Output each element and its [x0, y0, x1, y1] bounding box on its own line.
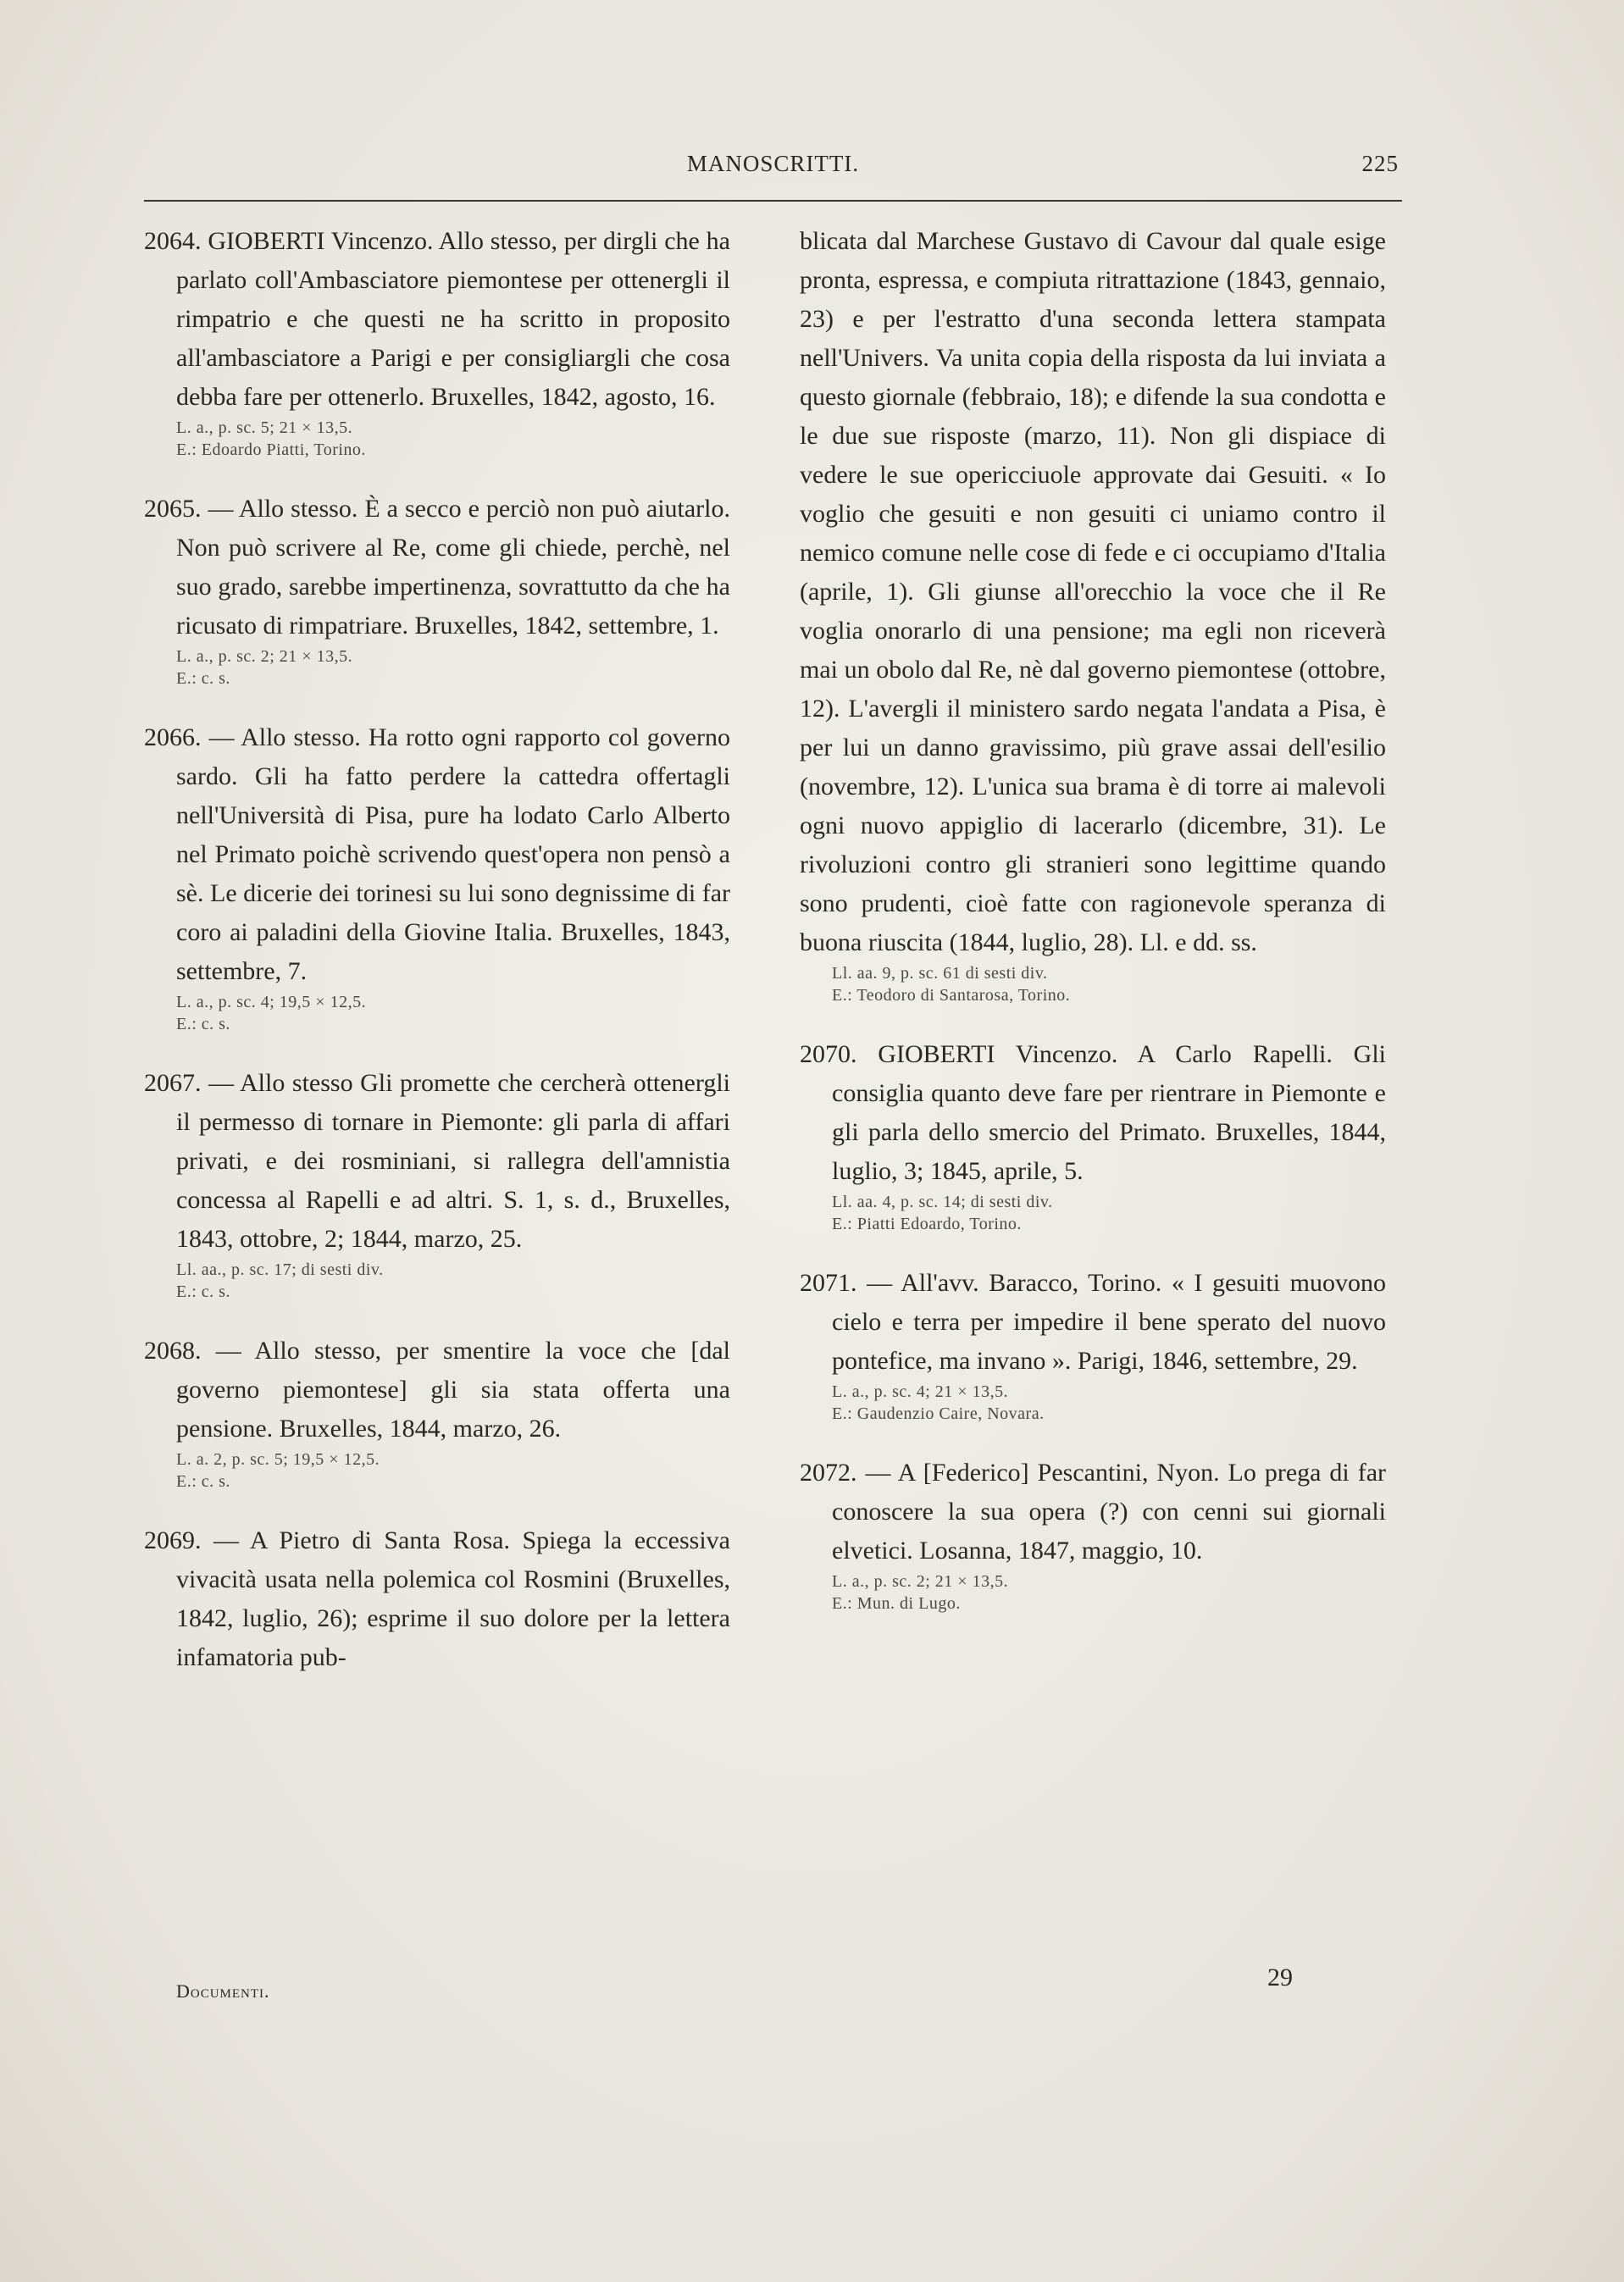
note-line: E.: Edoardo Piatti, Torino. [176, 440, 366, 459]
running-title: MANOSCRITTI. [686, 151, 860, 176]
entry-notes [144, 645, 730, 690]
note-line: E.: c. s. [176, 1282, 230, 1301]
note-line: L. a., p. sc. 4; 19,5 × 12,5. [176, 993, 367, 1011]
note-line: E.: Teodoro di Santarosa, Torino. [832, 986, 1071, 1005]
right-column [800, 222, 1386, 1643]
note-line: L. a., p. sc. 2; 21 × 13,5. [176, 647, 353, 666]
catalog-entry [144, 718, 730, 1035]
note-line: E.: Mun. di Lugo. [832, 1594, 961, 1613]
left-column [144, 222, 730, 1706]
note-line: Ll. aa. 4, p. sc. 14; di sesti div. [832, 1193, 1053, 1211]
catalog-entry [144, 1332, 730, 1493]
entry-text: 2067. — Allo stesso Gli promette che cercherà ottenergli il permesso di tornare in Piemonte: gli parla di affari privati, e dei rosminiani, si rallegra dell'amnistia concessa al Rapelli e ad altri. S. 1, s. d., Bruxelles, 1843, ottobre, 2; 1844, marzo, 25. [144, 1069, 730, 1253]
header-rule [144, 200, 1402, 202]
note-line: E.: c. s. [176, 1015, 230, 1033]
note-line: Ll. aa. 9, p. sc. 61 di sesti div. [832, 964, 1048, 983]
entry-text: 2071. — All'avv. Baracco, Torino. « I gesuiti muovono cielo e terra per impedire il bene sperato del nuovo pontefice, ma invano ». Parigi, 1846, settembre, 29. [800, 1269, 1386, 1375]
entry-notes [144, 991, 730, 1035]
entry-text: 2064. GIOBERTI Vincenzo. Allo stesso, per dirgli che ha parlato coll'Ambasciatore piemontese per ottenergli il rimpatrio e che questi ne ha scritto in proposito all'ambasciatore a Parigi e per consigliargli che cosa debba fare per ottenerlo. Bruxelles, 1842, agosto, 16. [144, 227, 730, 411]
entry-notes [144, 1448, 730, 1493]
entry-text: 2066. — Allo stesso. Ha rotto ogni rapporto col governo sardo. Gli ha fatto perdere la cattedra offertagli nell'Università di Pisa, pure ha lodato Carlo Alberto nel Primato poichè scrivendo quest'opera non pensò a sè. Le dicerie dei torinesi su lui sono degnissime di far coro ai paladini della Giovine Italia. Bruxelles, 1843, settembre, 7. [144, 723, 731, 985]
entry-notes [800, 1570, 1386, 1615]
entry-text: 2068. — Allo stesso, per smentire la voce che [dal governo piemontese] gli sia stata offerta una pensione. Bruxelles, 1844, marzo, 26. [144, 1337, 730, 1443]
catalog-entry [144, 1064, 730, 1303]
entry-text: 2070. GIOBERTI Vincenzo. A Carlo Rapelli. Gli consiglia quanto deve fare per rientrare in Piemonte e gli parla dello smercio del Primato. Bruxelles, 1844, luglio, 3; 1845, aprile, 5. [800, 1040, 1386, 1185]
page-header [144, 151, 1402, 185]
entry-text: 2072. — A [Federico] Pescantini, Nyon. Lo prega di far conoscere la sua opera (?) con cenni sui giornali elvetici. Losanna, 1847, maggio, 10. [800, 1459, 1386, 1565]
note-line: Ll. aa., p. sc. 17; di sesti div. [176, 1260, 384, 1279]
entry-notes [144, 1259, 730, 1303]
note-line: E.: Gaudenzio Caire, Novara. [832, 1404, 1045, 1423]
note-line: E.: Piatti Edoardo, Torino. [832, 1215, 1022, 1233]
catalog-entry [800, 1035, 1386, 1235]
catalog-entry [800, 1264, 1386, 1425]
note-line: L. a., p. sc. 5; 21 × 13,5. [176, 418, 353, 437]
catalog-entry [144, 1521, 730, 1677]
entry-notes [800, 1381, 1386, 1425]
note-line: L. a., p. sc. 4; 21 × 13,5. [832, 1382, 1009, 1401]
entry-text: 2069. — A Pietro di Santa Rosa. Spiega la eccessiva vivacità usata nella polemica col Rosmini (Bruxelles, 1842, luglio, 26); esprime il suo dolore per la lettera infamatoria pub- [144, 1526, 730, 1671]
note-line: L. a., p. sc. 2; 21 × 13,5. [832, 1572, 1009, 1591]
signature-number: 29 [1267, 1964, 1293, 1991]
note-line: E.: c. s. [176, 669, 230, 688]
entry-notes [800, 962, 1386, 1006]
entry-continuation [800, 222, 1386, 1006]
page-number: 225 [1361, 151, 1399, 176]
footer-label: Documenti. [176, 1980, 270, 2002]
entry-text: blicata dal Marchese Gustavo di Cavour dal quale esige pronta, espressa, e compiuta ritrattazione (1843, gennaio, 23) e per l'estratto d'una seconda lettera stampata nell'Univers. Va unita copia della risposta da lui inviata a questo giornale (febbraio, 18); e difende la sua condotta e le due sue risposte (marzo, 11). Non gli dispiace di vedere le sue opericciuole approvate dai Gesuiti. « Io voglio che gesuiti e non gesuiti ci uniamo contro il nemico comune nelle cose di fede e ci occupiamo d'Italia (aprile, 1). Gli giunse all'orecchio la voce che il Re voglia onorarlo di una pensione; ma egli non riceverà mai un obolo dal Re, nè dal governo piemontese (ottobre, 12). L'avergli il ministero sardo negata l'andata a Pisa, è per lui un danno gravissimo, più grave assai dell'esilio (novembre, 12). L'unica sua brama è di torre ai malevoli ogni nuovo appiglio di lacerarlo (dicembre, 31). Le rivoluzioni contro gli stranieri sono legittime quando sono prudenti, cioè fatte con ragionevole speranza di buona riuscita (1844, luglio, 28). Ll. e dd. ss. [800, 227, 1386, 956]
entry-text: 2065. — Allo stesso. È a secco e perciò non può aiutarlo. Non può scrivere al Re, come gli chiede, perchè, nel suo grado, sarebbe impertinenza, sovrattutto da che ha ricusato di rimpatriare. Bruxelles, 1842, settembre, 1. [144, 495, 730, 640]
entry-notes [144, 417, 730, 461]
catalog-entry [144, 490, 730, 690]
note-line: L. a. 2, p. sc. 5; 19,5 × 12,5. [176, 1450, 380, 1469]
catalog-entry [144, 222, 730, 461]
catalog-entry [800, 1454, 1386, 1615]
entry-notes [800, 1191, 1386, 1235]
note-line: E.: c. s. [176, 1472, 230, 1491]
